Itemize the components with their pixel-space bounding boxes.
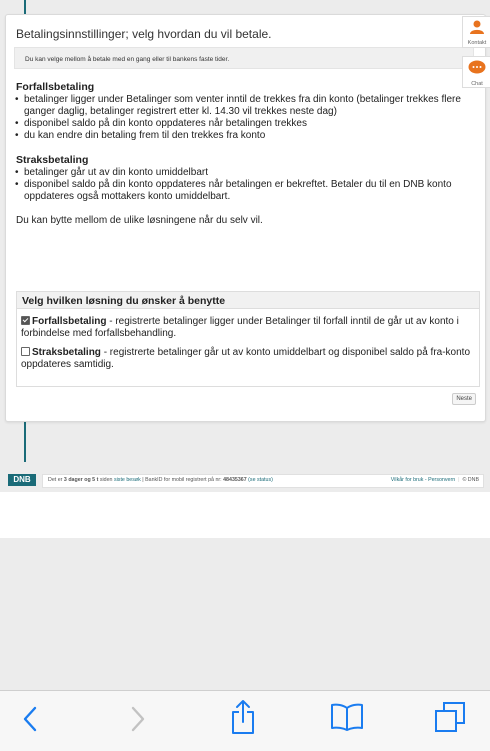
option-desc: - registrerte betalinger går ut av konto umiddelbart og disponibel saldo på fra-konto oppdateres samtidig.	[21, 347, 471, 370]
info-box: Du kan velge mellom å betale med en gang eller til bankens faste tider.	[14, 47, 474, 69]
footer-links: Vilkår for bruk - Personvern | © DNB	[390, 477, 479, 483]
straks-list	[16, 167, 476, 203]
list-item: • betalinger ligger under Betalinger som venter inntil de trekkes fra din konto (betalinger trekkes flere ganger daglig, betalinger registrert etter kl. 14.30 vil trekkes neste dag)	[16, 94, 476, 118]
checkbox-checked[interactable]	[21, 316, 30, 325]
back-icon[interactable]	[22, 705, 38, 733]
list-item: • betalinger går ut av din konto umiddelbart	[16, 167, 476, 179]
last-visit-link[interactable]: siste besøk	[113, 477, 141, 483]
footer	[8, 474, 482, 488]
option-forfallsbetaling[interactable]	[21, 316, 475, 340]
tabs-icon[interactable]	[434, 701, 466, 733]
list-item: • disponibel saldo på din konto oppdateres når betalingen er bekreftet. Betaler du til en DNB konto oppdateres også mottakers konto umiddelbart.	[16, 179, 476, 203]
next-button[interactable]: Neste	[452, 393, 476, 405]
payment-settings-card	[5, 14, 486, 422]
forward-icon[interactable]	[130, 705, 146, 733]
choice-panel	[16, 291, 480, 387]
footer-status: Det er 3 dager og 5 t siden siste besøk | BankID for mobil registrert på nr: 48435367 (se status)	[48, 477, 273, 483]
card-title: Betalingsinnstillinger; velg hvordan du vil betale.	[16, 27, 272, 41]
option-title: Forfallsbetaling	[32, 316, 107, 327]
person-icon	[469, 20, 485, 34]
option-title: Straksbetaling	[32, 347, 101, 358]
chat-button[interactable]	[462, 56, 490, 88]
choice-header: Velg hvilken løsning du ønsker å benytte	[17, 292, 479, 309]
description	[16, 81, 476, 227]
option-desc: - registrerte betalinger ligger under Betalinger til forfall inntil de går ut av konto i forbindelse med forfallsbehandling.	[21, 316, 459, 339]
see-status-link[interactable]: (se status)	[246, 477, 273, 483]
chat-label: Chat	[471, 81, 483, 87]
share-icon[interactable]	[230, 699, 256, 735]
timeline-line-top	[24, 0, 26, 14]
forfall-title: Forfallsbetaling	[16, 81, 95, 93]
checkbox-unchecked[interactable]	[21, 347, 30, 356]
page-blank-area	[0, 492, 490, 538]
chat-bubble-icon	[468, 60, 486, 75]
forfall-list	[16, 94, 476, 142]
dnb-logo: DNB	[8, 474, 36, 486]
contact-label: Kontakt	[467, 40, 487, 46]
browser-toolbar	[0, 690, 490, 751]
timeline-line-bottom	[24, 420, 26, 462]
contact-button[interactable]	[462, 16, 490, 48]
bookmarks-icon[interactable]	[330, 703, 364, 731]
list-item: • disponibel saldo på din konto oppdateres når betalingen trekkes	[16, 118, 476, 130]
option-straksbetaling[interactable]	[21, 347, 475, 371]
list-item: • du kan endre din betaling frem til den trekkes fra konto	[16, 130, 476, 142]
terms-link[interactable]: Vilkår for bruk - Personvern	[390, 477, 456, 483]
straks-title: Straksbetaling	[16, 154, 89, 166]
copyright: © DNB	[462, 477, 479, 483]
switch-info: Du kan bytte mellom de ulike løsningene når du selv vil.	[16, 215, 263, 226]
footer-bar	[42, 474, 484, 488]
